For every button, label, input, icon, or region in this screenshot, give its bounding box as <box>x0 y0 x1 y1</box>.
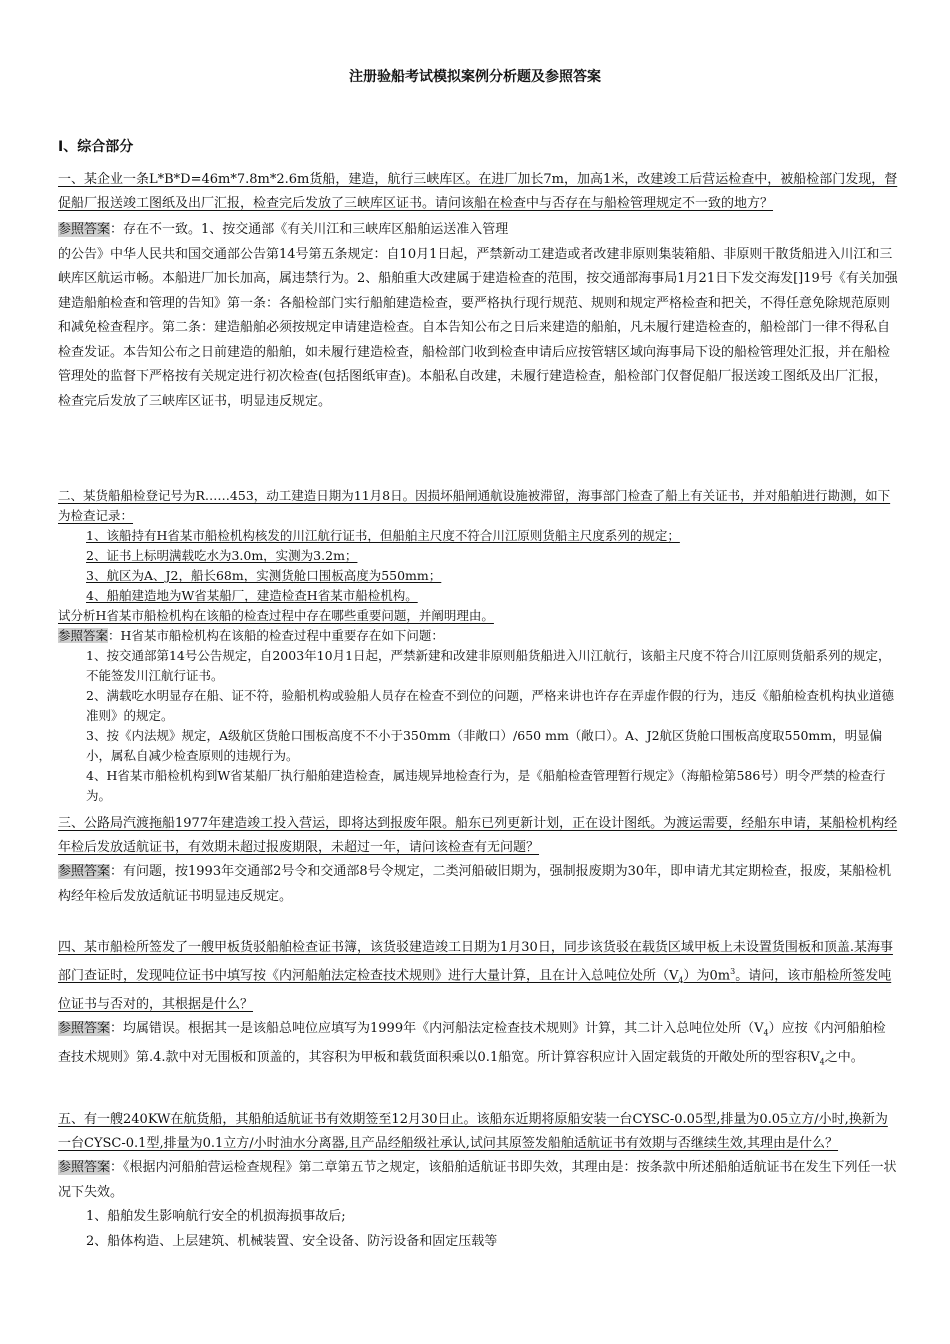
section-heading: Ⅰ、综合部分 <box>58 139 134 155</box>
case-2-records <box>58 526 898 606</box>
case-4-answer-part: 之中。 <box>824 1050 864 1066</box>
superscript: 3 <box>730 967 736 976</box>
case-5 <box>58 1108 898 1254</box>
case-4 <box>58 936 898 1075</box>
case-5-answer-item: 1、船舶发生影响航行安全的机损海损事故后; <box>86 1209 346 1224</box>
case-2-record-item: 4、船舶建造地为W省某船厂，建造检查H省某市船检机构。 <box>86 588 418 603</box>
case-1-answer-body: 的公告》中华人民共和国交通部公告第14号第五条规定：自10月1日起，严禁新动工建造或者改建非原则集装箱船、非原则干散货船进入川江和三峡库区航运市畅。本船进厂加长加高，属违禁行为。2、船舶重大改建属于建造检查的范围，按交通部海事局1月21日下发交海发[]19号《有关加强建造船舶检查和管理的告知》第一条：各船检部门实行船舶建造检查，要严格执行现行规范、规则和规定严格检查和把关，不得任意免除规范原则和减免检查程序。第二条：建造船舶必须按规定申请建造检查。自本告知公布之日后来建造的船舶，凡未履行建造检查的，船检部门一律不得私自检查发证。本告知公布之日前建造的船舶，如未履行建造检查，船检部门收到检查申请后应按管辖区域向海事局下设的船检管理处汇报，并在船检管理处的监督下严格按有关规定进行初次检查(包括图纸审查)。本船私自改建，未履行建造检查，船检部门仅督促船厂报送竣工图纸及出厂汇报，检查完后发放了三峡库区证书，明显违反规定。 <box>58 246 898 409</box>
case-2-answer-first: ：H省某市船检机构在该船的检查过程中重要存在如下问题： <box>108 628 444 643</box>
case-4-question <box>58 936 898 1017</box>
case-5-answer <box>58 1156 898 1254</box>
case-4-question-part: 四、某市船检所签发了一艘甲板货驳船舶检查证书簿，该货驳建造竣工日期为1月30日，同步该货驳在载货区域甲板上未设置货围板和顶盖.某海事部门查证时，发现吨位证书中填写按《内河船舶法定检查技术规则》进行大量计算，且在计入总吨位处所（V <box>58 940 893 984</box>
subscript: 4 <box>678 975 684 985</box>
case-2-question: 二、某货船船检登记号为R……453，动工建造日期为11月8日。因损坏船闸通航设施被滞留，海事部门检查了船上有关证书，并对船舶进行勘测，如下为检查记录： <box>58 488 891 523</box>
answer-label: 参照答案 <box>58 1020 111 1036</box>
case-1-answer-first: ：存在不一致。1、按交通部《有关川江和三峡库区船舶运送准入管理 <box>110 222 509 237</box>
case-4-answer <box>58 1017 898 1075</box>
case-2 <box>58 486 898 806</box>
case-5-question: 五、有一艘240KW在航货船，其船舶适航证书有效期签至12月30日止。该船东近期将原船安装一台CYSC-0.05型,排量为0.05立方/小时,换新为一台CYSC-0.1型,排量为0.1立方/小时油水分离器,且产品经船级社承认,试问其原签发船舶适航证书有效期与否继续生效,其理由是什么？ <box>58 1112 888 1151</box>
answer-label: 参照答案 <box>58 864 111 879</box>
document-title: 注册验船考试模拟案例分析题及参照答案 <box>349 69 601 85</box>
case-3-answer <box>58 860 898 909</box>
case-4-question-part: 。请问，该市船检所签发吨位证书与否对的，其根据是什么？ <box>58 968 892 1012</box>
case-2-answer-item: 4、H省某市船检机构到W省某船厂执行船舶建造检查，属违规异地检查行为，是《船舶检查管理暂行规定》（海船检第586号）明令严禁的检查行为。 <box>86 768 886 803</box>
case-4-question-part: ）为0m <box>683 968 731 984</box>
case-3 <box>58 812 898 909</box>
answer-label: 参照答案 <box>58 628 109 643</box>
case-2-record-item: 3、航区为A、J2，船长68m，实测货舱口围板高度为550mm； <box>86 568 442 583</box>
answer-label: 参照答案 <box>58 1160 111 1175</box>
subscript: 4 <box>819 1057 825 1067</box>
case-1 <box>58 168 898 414</box>
case-2-record-item: 1、该船持有H省某市船检机构核发的川江航行证书，但船舶主尺度不符合川江原则货船主尺度系列的规定； <box>86 528 680 543</box>
case-4-answer-part: ：均属错误。根据其一是该船总吨位应填写为1999年《内河船法定检查技术规则》计算，其二计入总吨位处所（V <box>110 1020 764 1036</box>
case-4-answer-part: ）应按《内河船舶检查技术规则》第.4.款中对无围板和顶盖的，其容积为甲板和载货面积乘以0.1船宽。所计算容积应计入固定载货的开敞处所的型容积V <box>58 1020 886 1066</box>
case-2-answer-item: 2、满载吃水明显存在船、证不符，验船机构或验船人员存在检查不到位的问题，严格来讲也许存在弄虚作假的行为，违反《船舶检查机构执业道德准则》的规定。 <box>86 688 894 723</box>
case-1-answer <box>58 218 898 414</box>
case-2-answer-item: 3、按《内法规》规定，A级航区货舱口围板高度不不小于350mm（非敞口）/650 mm（敞口）。A、J2航区货舱口围板高度取550mm，明显偏小，属私自减少检查原则的违规行为。 <box>86 728 883 763</box>
answer-label: 参照答案 <box>58 222 111 237</box>
subscript: 4 <box>763 1028 769 1038</box>
case-2-answer-item: 1、按交通部第14号公告规定，自2003年10月1日起，严禁新建和改建非原则船货船进入川江航行，该船主尺度不符合川江原则货船系列的规定，不能签发川江航行证书。 <box>86 648 891 683</box>
case-3-question: 三、公路局汽渡拖船1977年建造竣工投入营运，即将达到报废年限。船东已列更新计划，正在设计图纸。为渡运需要，经船东申请，某船检机构经年检后发放适航证书，有效期未超过报废期限，未超过一年，请问该检查有无问题？ <box>58 816 898 855</box>
case-1-question: 一、某企业一条L*B*D=46m*7.8m*2.6m货船，建造，航行三峡库区。在进厂加长7m，加高1米，改建竣工后营运检查中，被船检部门发现，督促船厂报送竣工图纸及出厂汇报，检查完后发放了三峡库区证书。请问该船在检查中与否存在与船检管理规定不一致的地方？ <box>58 172 898 211</box>
case-2-record-item: 2、证书上标明满载吃水为3.0m，实测为3.2m； <box>86 548 358 563</box>
case-2-answer <box>58 626 898 806</box>
case-5-answer-item: 2、船体构造、上层建筑、机械装置、安全设备、防污设备和固定压载等 <box>86 1233 498 1249</box>
case-2-ask: 试分析H省某市船检机构在该船的检查过程中存在哪些重要问题，并阐明理由。 <box>58 608 494 623</box>
case-3-answer-body: ：有问题，按1993年交通部2号令和交通部8号令规定，二类河船破旧期为，强制报废期为30年，即申请尤其定期检查，报废，某船检机构经年检后发放适航证书明显违反规定。 <box>58 864 892 904</box>
case-5-answer-first: ：《根据内河船舶营运检查规程》第二章第五节之规定，该船舶适航证书即失效，其理由是：按条款中所述船舶适航证书在发生下列任一状况下失效。 <box>58 1160 897 1200</box>
